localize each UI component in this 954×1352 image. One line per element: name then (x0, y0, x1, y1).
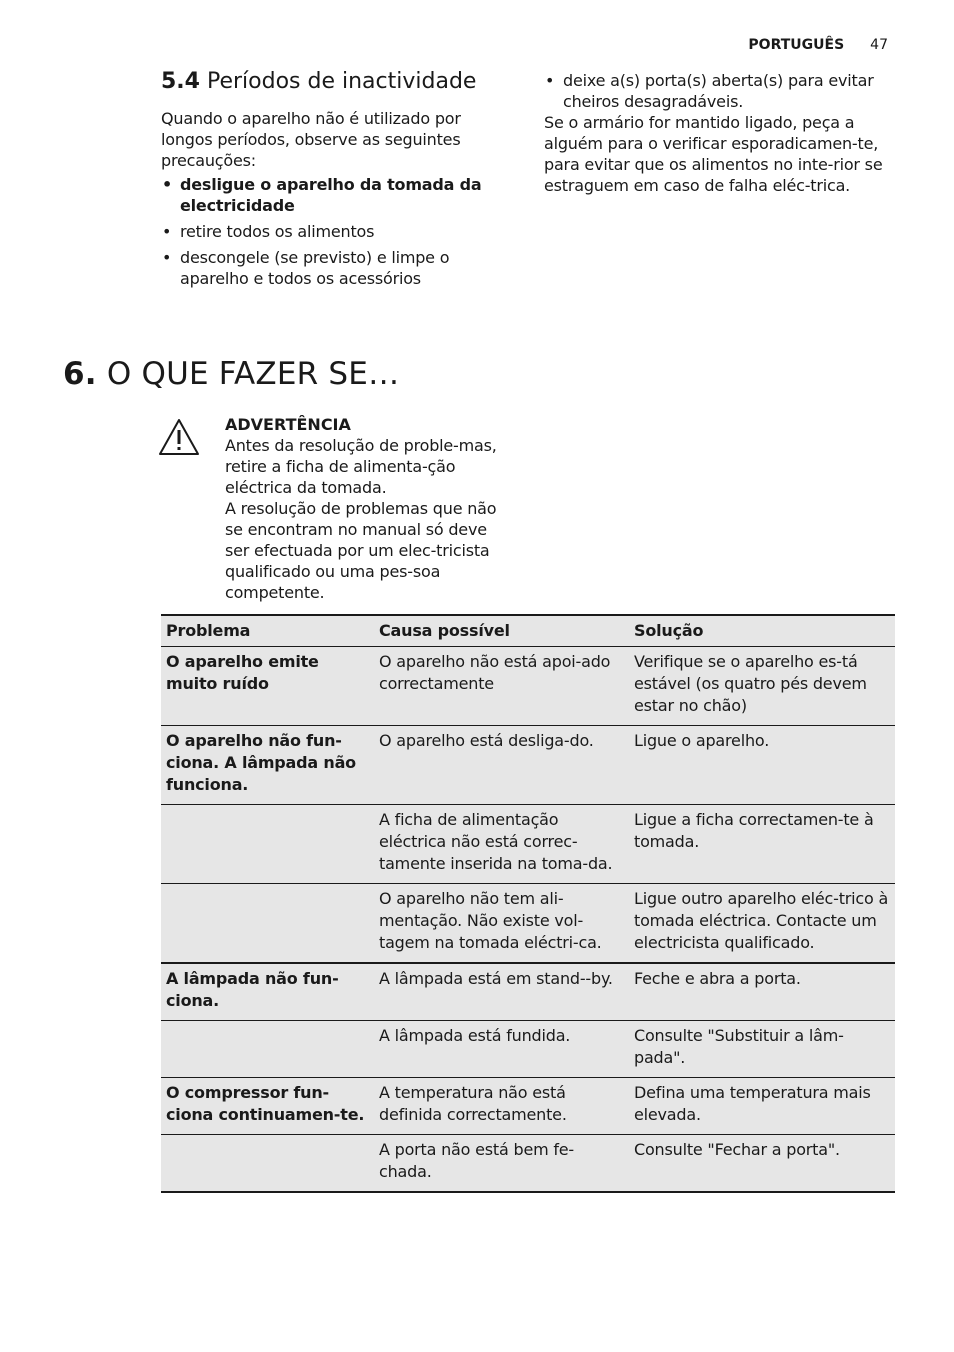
problem-cell (161, 1021, 374, 1078)
list-item: • desligue o aparelho da tomada da electricidade (161, 174, 506, 216)
table-row (161, 963, 895, 1021)
warning-text: Antes da resolução de proble-mas, retire a ficha de alimenta-ção eléctrica da tomada. (225, 436, 497, 497)
problem-cell: A lâmpada não fun-ciona. (161, 963, 374, 1021)
table-header-row (161, 615, 895, 647)
table-row (161, 647, 895, 726)
solution-cell: Verifique se o aparelho es-tá estável (os quatro pés devem estar no chão) (629, 647, 895, 726)
section-closing: Se o armário for mantido ligado, peça a alguém para o verificar esporadicamen-te, para evitar que os alimentos no inte-rior se estraguem em caso de falha eléc-trica. (544, 113, 883, 195)
cause-cell: A lâmpada está fundida. (374, 1021, 629, 1078)
troubleshooting-table (161, 614, 895, 1193)
column-header-problem: Problema (161, 615, 374, 647)
precautions-list-continued (544, 70, 899, 112)
warning-triangle-icon (158, 418, 200, 456)
precautions-list (161, 174, 506, 289)
problem-cell: O compressor fun-ciona continuamen-te. (161, 1078, 374, 1135)
table-row (161, 726, 895, 805)
problem-cell (161, 805, 374, 884)
section-left-column (161, 66, 506, 294)
solution-cell: Ligue outro aparelho eléc-trico à tomada eléctrica. Contacte um electricista qualificado. (629, 884, 895, 964)
page-number: 47 (870, 37, 888, 53)
column-header-solution: Solução (629, 615, 895, 647)
list-item: • deixe a(s) porta(s) aberta(s) para evitar cheiros desagradáveis. (544, 70, 899, 112)
language-label: PORTUGUÊS (748, 37, 845, 53)
section-heading (161, 69, 506, 94)
cause-cell: O aparelho está desliga-do. (374, 726, 629, 805)
section-intro: Quando o aparelho não é utilizado por longos períodos, observe as seguintes precauções: (161, 109, 461, 170)
warning-title: ADVERTÊNCIA (225, 415, 351, 434)
problem-cell: O aparelho emite muito ruído (161, 647, 374, 726)
solution-cell: Consulte "Substituir a lâm-pada". (629, 1021, 895, 1078)
cause-cell: A lâmpada está em stand--by. (374, 963, 629, 1021)
cause-cell: A temperatura não está definida correctamente. (374, 1078, 629, 1135)
warning-text: A resolução de problemas que não se encontram no manual só deve ser efectuada por um elec-tricista qualificado ou uma pes-soa competente. (225, 499, 497, 602)
problem-cell (161, 884, 374, 964)
section-right-column (544, 70, 899, 196)
solution-cell: Ligue a ficha correctamen-te à tomada. (629, 805, 895, 884)
problem-cell: O aparelho não fun-ciona. A lâmpada não funciona. (161, 726, 374, 805)
chapter-number: 6. (63, 356, 97, 392)
table-row (161, 1135, 895, 1193)
solution-cell: Consulte "Fechar a porta". (629, 1135, 895, 1193)
cause-cell: A ficha de alimentação eléctrica não está correc-tamente inserida na toma-da. (374, 805, 629, 884)
table-row (161, 1078, 895, 1135)
list-item: • descongele (se previsto) e limpe o aparelho e todos os acessórios (161, 247, 506, 289)
list-item: • retire todos os alimentos (161, 221, 506, 242)
page-header (748, 37, 888, 53)
solution-cell: Ligue o aparelho. (629, 726, 895, 805)
warning-block (225, 414, 510, 603)
column-header-cause: Causa possível (374, 615, 629, 647)
chapter-heading (63, 356, 399, 392)
problem-cell (161, 1135, 374, 1193)
table-row (161, 884, 895, 964)
cause-cell: A porta não está bem fe-chada. (374, 1135, 629, 1193)
cause-cell: O aparelho não está apoi-ado correctamente (374, 647, 629, 726)
solution-cell: Defina uma temperatura mais elevada. (629, 1078, 895, 1135)
cause-cell: O aparelho não tem ali-mentação. Não existe vol-tagem na tomada eléctri-ca. (374, 884, 629, 964)
solution-cell: Feche e abra a porta. (629, 963, 895, 1021)
table-row (161, 805, 895, 884)
table-row (161, 1021, 895, 1078)
section-number: 5.4 (161, 69, 200, 94)
section-title: Períodos de inactividade (206, 69, 477, 94)
chapter-title: O QUE FAZER SE… (106, 356, 400, 392)
